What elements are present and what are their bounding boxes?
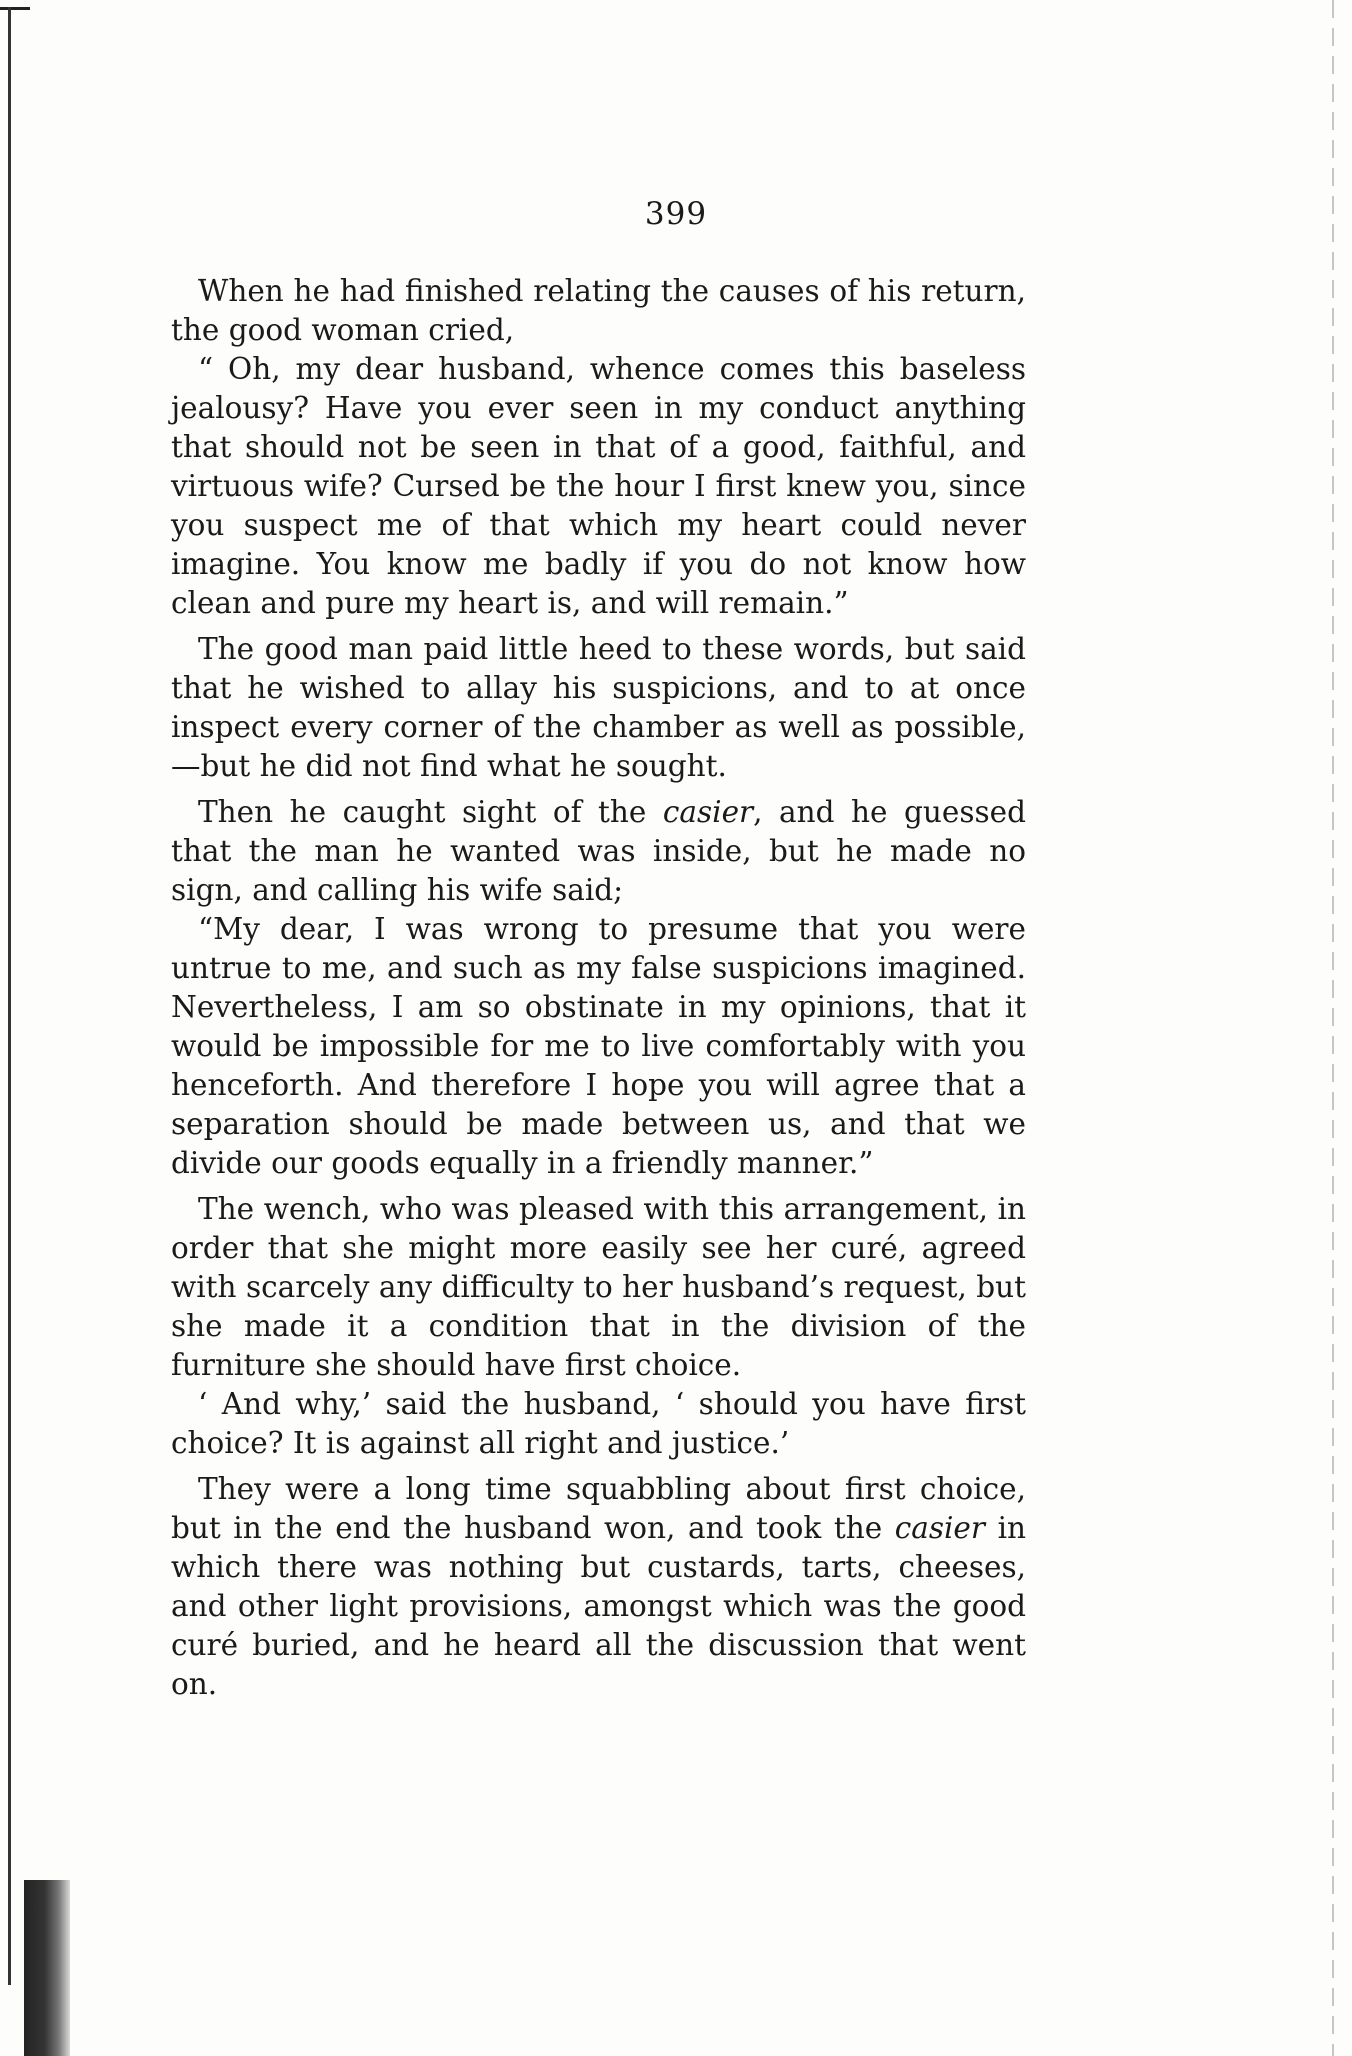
page-number: 399 xyxy=(644,196,708,232)
text-run: “ Oh, my dear husband, whence comes this baseless jealousy? Have you ever seen in my conduct anything that should not be seen in that of a good, faithful, and virtuous wife? Cursed be the hour I first knew you, since you suspect me of that which my heart could never imagine. You know me badly if you do not know how clean and pure my heart is, and will remain.” xyxy=(171,352,1026,620)
scan-right-edge-line xyxy=(1332,0,1334,2056)
text-run: The good man paid little heed to these words, but said that he wished to allay his suspicions, and to at once inspect every corner of the chamber as well as possible,—but he did not find what he sought. xyxy=(171,632,1026,783)
italic-word: casier xyxy=(662,795,754,829)
paragraph xyxy=(171,910,1026,1183)
scan-left-edge-line xyxy=(8,7,11,1985)
text-run: “My dear, I was wrong to presume that you were untrue to me, and such as my false suspicions imagined. Nevertheless, I am so obstinate in my opinions, that it would be impossible for me to live comfortably with you henceforth. And therefore I hope you will agree that a separation should be made between us, and that we divide our goods equally in a friendly manner.” xyxy=(171,912,1026,1180)
text-run: ‘ And why,’ said the husband, ‘ should you have first choice? It is against all right and justice.’ xyxy=(171,1387,1026,1460)
text-run: , and he guessed that the man he wanted was inside, but he made no sign, and calling his wife said; xyxy=(171,795,1026,907)
text-run: They were a long time squabbling about first choice, but in the end the husband won, and took the xyxy=(171,1472,1026,1545)
binding-shadow xyxy=(24,1880,70,2056)
paragraph xyxy=(171,1385,1026,1463)
paragraph xyxy=(171,793,1026,910)
text-run: The wench, who was pleased with this arrangement, in order that she might more easily see her curé, agreed with scarcely any difficulty to her husband’s request, but she made it a condition that in the division of the furniture she should have first choice. xyxy=(171,1192,1026,1382)
scan-corner-mark xyxy=(0,7,30,10)
paragraph xyxy=(171,1470,1026,1704)
text-run: Then he caught sight of the xyxy=(198,795,663,829)
text-run: When he had finished relating the causes of his return, the good woman cried, xyxy=(171,274,1026,347)
paragraph xyxy=(171,350,1026,623)
paragraph xyxy=(171,630,1026,786)
body-text xyxy=(171,272,1026,1704)
paragraph xyxy=(171,272,1026,350)
text-run: in which there was nothing but custards, tarts, cheeses, and other light provisions, amongst which was the good curé buried, and he heard all the discussion that went on. xyxy=(171,1511,1027,1701)
paragraph xyxy=(171,1190,1026,1385)
italic-word: casier xyxy=(894,1511,985,1545)
